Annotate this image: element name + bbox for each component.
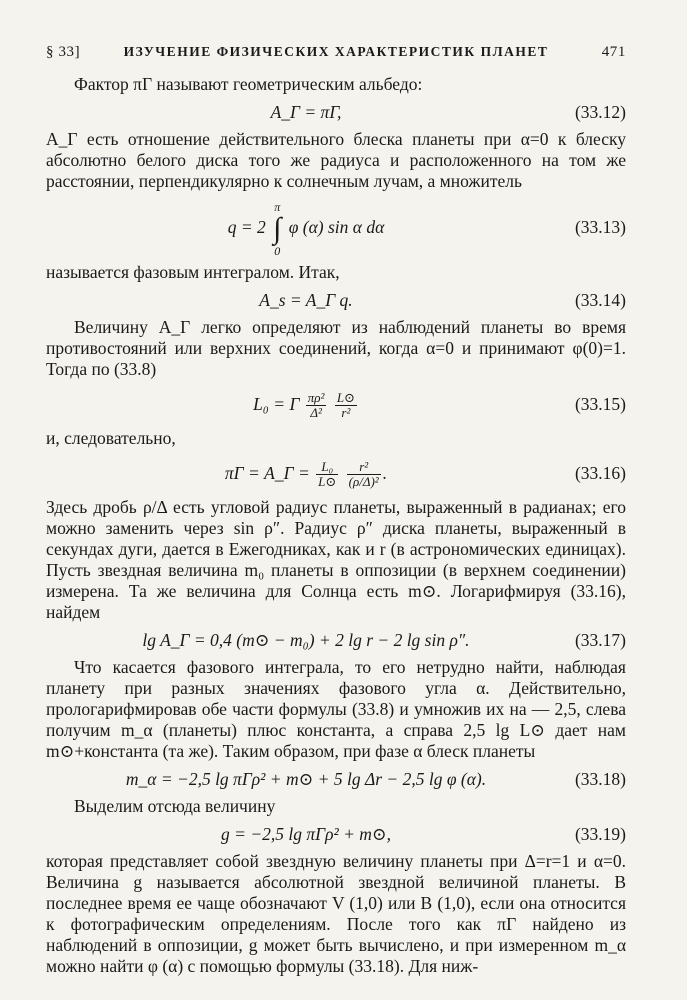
fraction — [316, 460, 338, 489]
equation-number: (33.14) — [574, 290, 626, 310]
integral-upper-limit: π — [274, 199, 281, 214]
denominator: Δ² — [310, 405, 322, 421]
equation-lhs: L₀ = Γ — [253, 394, 300, 414]
section-number: § 33] — [46, 44, 81, 60]
equation-number: (33.16) — [574, 463, 626, 483]
equation-33-16 — [46, 449, 626, 497]
equation-end: . — [382, 463, 388, 483]
paragraph-9: которая представляет собой звездную величину планеты при Δ=r=1 и α=0. Величина g называется абсолютной звездной величиной планеты. В последнее время ее чаще обозначают V (1,0) или B (1,0), если она относится к фотографическим определениям. После того как πΓ найдено из наблюдений в оппозиции, g может быть вычислено, и при измеренном m_α можно найти φ (α) с помощью формулы (33.18). Для ниж- — [46, 851, 626, 976]
paragraph-3: называется фазовым интегралом. Итак, — [46, 262, 340, 282]
paragraph-6: Здесь дробь ρ/Δ есть угловой радиус планеты, выраженный в радианах; его можно заменить через sin ρ″. Радиус ρ″ диска планеты, выраженный в секундах дуги, дается в Ежегодниках, как и r (в астрономических единицах). Пусть звездная величина m₀ планеты в оппозиции (в верхнем соединении) измерена. Та же величина для Солнца есть m⊙. Логарифмируя (33.16), найдем — [46, 497, 626, 622]
paragraph-5: и, следовательно, — [46, 428, 176, 448]
equation-number: (33.18) — [574, 769, 626, 789]
numerator: πρ² — [307, 390, 325, 406]
integral-sign: π ∫ 0 — [273, 199, 282, 258]
integral-lower-limit: 0 — [274, 243, 281, 258]
equation-formula: m_α = −2,5 lg πΓρ² + m⊙ + 5 lg Δr − 2,5 lg φ (α). — [125, 769, 487, 789]
equation-lhs: πΓ = A_Γ = — [224, 463, 310, 483]
equation-33-19 — [46, 817, 626, 851]
numerator: L₀ — [316, 460, 338, 475]
paragraph-7: Что касается фазового интеграла, то его нетрудно найти, наблюдая планету при разных значениях фазового угла α. Действительно, прологарифмировав обе части формулы (33.8) и умножив их на — 2,5, слева получим m_α (планеты) плюс константа, а справа 2,5 lg L⊙ дает нам m⊙+константа (та же). Таким образом, при фазе α блеск планеты — [46, 657, 626, 761]
numerator: r² — [347, 460, 381, 475]
paragraph-8: Выделим отсюда величину — [74, 796, 276, 816]
paragraph-1: Фактор πΓ называют геометрическим альбедо: — [74, 74, 423, 94]
equation-33-12 — [46, 95, 626, 129]
equation-formula: g = −2,5 lg πΓρ² + m⊙, — [221, 824, 391, 844]
equation-33-13 — [46, 192, 626, 262]
equation-33-17 — [46, 623, 626, 657]
paragraph-2: A_Γ есть отношение действительного блеска планеты при α=0 к блеску абсолютно белого диска того же радиуса и расположенного на том же расстоянии, перпендикулярно к солнечным лучам, а множитель — [46, 129, 626, 191]
equation-number: (33.12) — [574, 102, 626, 122]
equation-formula: A_s = A_Γ q. — [259, 290, 353, 310]
fraction — [347, 460, 381, 489]
equation-33-14 — [46, 283, 626, 317]
equation-33-18 — [46, 762, 626, 796]
denominator: (ρ/Δ)² — [348, 474, 379, 490]
fraction — [335, 391, 357, 420]
equation-formula: lg A_Γ = 0,4 (m⊙ − m₀) + 2 lg r − 2 lg sin ρ″. — [142, 630, 470, 650]
page — [46, 44, 626, 977]
equation-lhs: q = 2 — [227, 217, 266, 237]
integrand: φ (α) sin α dα — [288, 217, 385, 237]
denominator: r² — [341, 405, 351, 421]
equation-33-15 — [46, 380, 626, 428]
fraction — [306, 391, 327, 420]
running-title: ИЗУЧЕНИЕ ФИЗИЧЕСКИХ ХАРАКТЕРИСТИК ПЛАНЕТ — [123, 44, 549, 59]
equation-number: (33.13) — [574, 217, 626, 237]
equation-number: (33.15) — [574, 394, 626, 414]
equation-formula: A_Γ = πΓ, — [270, 102, 342, 122]
equation-number: (33.17) — [574, 630, 626, 650]
numerator: L⊙ — [336, 390, 355, 406]
denominator: L⊙ — [318, 474, 337, 490]
running-header — [46, 44, 626, 68]
equation-number: (33.19) — [574, 824, 626, 844]
page-number: 471 — [601, 44, 626, 60]
paragraph-4: Величину A_Γ легко определяют из наблюдений планеты во время противостояний или верхних соединений, когда α=0 и принимают φ(0)=1. Тогда по (33.8) — [46, 317, 626, 379]
